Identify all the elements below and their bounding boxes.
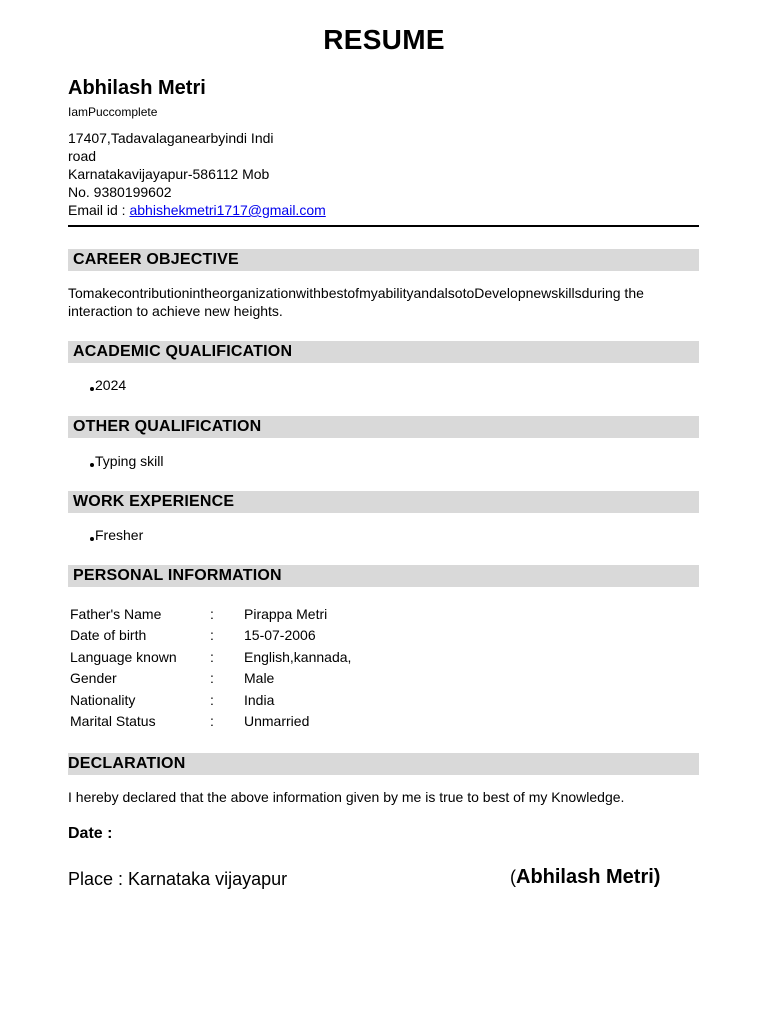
contact-block <box>68 129 326 219</box>
list-item <box>90 377 126 393</box>
section-heading: ACADEMIC QUALIFICATION <box>73 343 293 360</box>
address-line: road <box>68 148 97 164</box>
signature-block <box>510 866 660 889</box>
table-row <box>70 668 351 690</box>
signature-paren-close: ) <box>653 866 661 888</box>
field-separator: : <box>210 691 214 708</box>
email-label: Email id : <box>68 202 130 218</box>
field-label: Nationality <box>70 691 136 708</box>
field-separator: : <box>210 605 214 622</box>
field-separator: : <box>210 648 214 665</box>
section-header-personal-information <box>68 565 699 587</box>
field-label: Marital Status <box>70 713 156 730</box>
signature-name: Abhilash Metri <box>516 866 654 888</box>
field-value: India <box>244 691 275 708</box>
declaration-text: I hereby declared that the above information given by me is true to best of my Knowledge. <box>68 789 625 805</box>
bullet-icon <box>90 537 94 541</box>
address-line: Karnatakavijayapur-586112 Mob <box>68 166 270 182</box>
section-heading: CAREER OBJECTIVE <box>73 251 239 268</box>
list-item <box>90 527 143 543</box>
field-separator: : <box>210 670 214 687</box>
section-header-work-experience <box>68 491 699 513</box>
email-link[interactable]: abhishekmetri1717@gmail.com <box>129 202 326 218</box>
field-value: 15-07-2006 <box>244 627 316 644</box>
section-heading: PERSONAL INFORMATION <box>73 567 282 584</box>
place-line: Place : Karnataka vijayapur <box>68 869 288 889</box>
list-item-text: 2024 <box>95 377 127 393</box>
address-line: 17407,Tadavalaganearbyindi Indi <box>68 130 274 146</box>
candidate-tagline: IamPuccomplete <box>68 105 158 119</box>
section-heading: DECLARATION <box>68 755 186 772</box>
signature-paren-open: ( <box>510 867 516 887</box>
field-label: Language known <box>70 648 177 665</box>
section-header-career-objective <box>68 249 699 271</box>
table-row <box>70 689 351 711</box>
table-row <box>70 625 351 647</box>
table-row <box>70 603 351 625</box>
table-row <box>70 646 351 668</box>
list-item-text: Typing skill <box>95 453 164 469</box>
field-value: Pirappa Metri <box>244 605 328 622</box>
section-header-academic-qualification <box>68 341 699 363</box>
document-title: RESUME <box>323 24 445 55</box>
section-header-other-qualification <box>68 416 699 438</box>
field-label: Father's Name <box>70 605 162 622</box>
field-value: Male <box>244 670 275 687</box>
field-value: English,kannada, <box>244 648 352 665</box>
field-label: Date of birth <box>70 627 147 644</box>
bullet-icon <box>90 463 94 467</box>
list-item <box>90 453 163 469</box>
section-heading: WORK EXPERIENCE <box>73 493 235 510</box>
field-separator: : <box>210 713 214 730</box>
email-line <box>68 201 326 219</box>
field-value: Unmarried <box>244 713 310 730</box>
section-heading: OTHER QUALIFICATION <box>73 418 262 435</box>
list-item-text: Fresher <box>95 527 144 543</box>
field-label: Gender <box>70 670 117 687</box>
candidate-name: Abhilash Metri <box>68 77 206 99</box>
phone-line: No. 9380199602 <box>68 184 172 200</box>
field-separator: : <box>210 627 214 644</box>
table-row <box>70 711 351 733</box>
personal-info-table <box>70 603 351 732</box>
bullet-icon <box>90 387 94 391</box>
section-header-declaration <box>68 753 699 775</box>
date-label: Date : <box>68 825 113 842</box>
career-objective-text: Tomakecontributionintheorganizationwithbestofmyabilityandalsoto​Developnewskillsduring the interaction to achieve new heights. <box>68 285 644 319</box>
header-divider <box>68 225 699 227</box>
